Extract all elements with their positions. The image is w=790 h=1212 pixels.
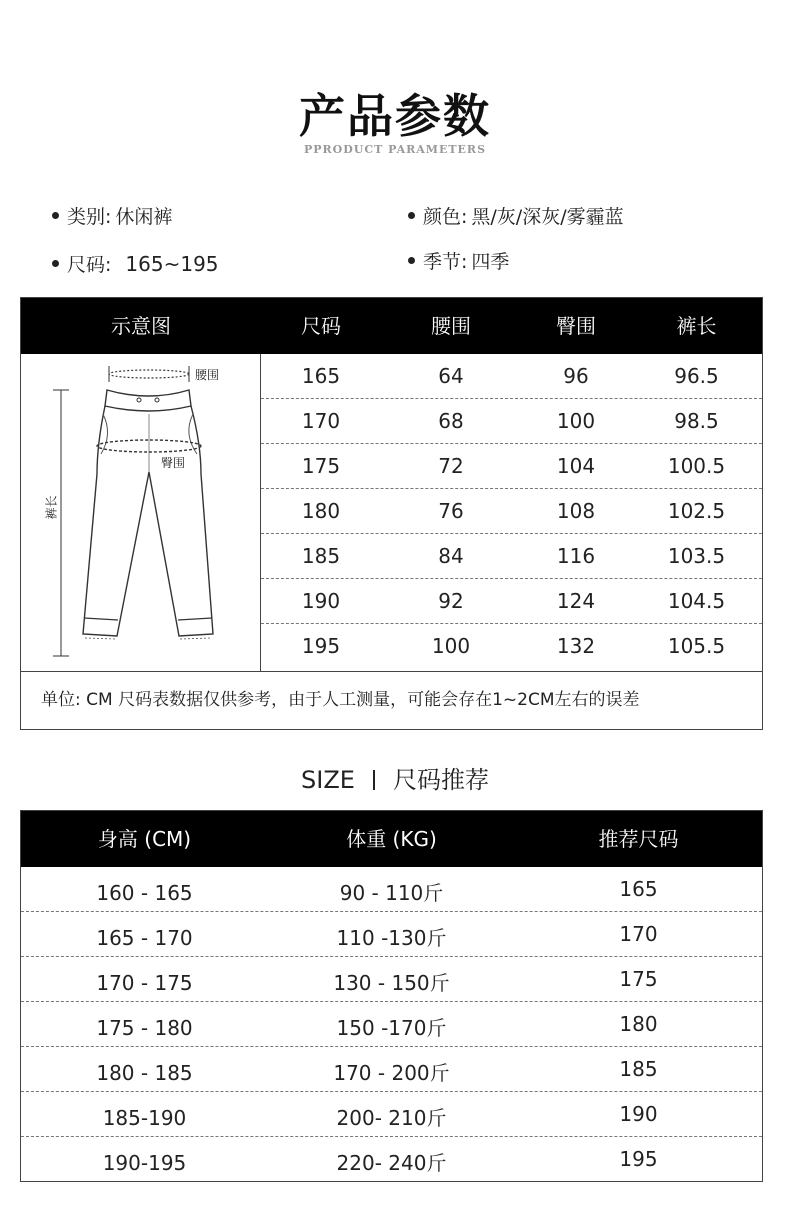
attr-size <box>52 250 219 277</box>
cell-weight: 200- 210斤 <box>336 1106 447 1130</box>
cell-length: 96.5 <box>674 364 719 388</box>
cell-recommended-size: 165 <box>619 877 658 901</box>
table-row <box>21 867 762 912</box>
recommend-title <box>0 760 790 795</box>
cell-waist: 72 <box>438 454 464 478</box>
bullet-icon <box>408 212 415 219</box>
cell-height: 160 - 165 <box>96 881 193 905</box>
cell-hip: 116 <box>556 544 596 568</box>
cell-height: 170 - 175 <box>96 971 193 995</box>
attr-category-value: 休闲裤 <box>115 206 173 228</box>
cell-hip: 132 <box>556 634 596 658</box>
col-waist: 腰围 <box>431 314 471 338</box>
cell-length: 100.5 <box>667 454 726 478</box>
recommend-table <box>20 810 763 1182</box>
cell-weight: 220- 240斤 <box>336 1151 447 1175</box>
col-weight: 体重 (KG) <box>346 827 437 851</box>
cell-hip: 96 <box>563 364 589 388</box>
cell-size: 170 <box>301 409 341 433</box>
page-title: 产品参数 <box>299 89 491 143</box>
table-row <box>21 957 762 1002</box>
bullet-icon <box>408 257 415 264</box>
attr-size-value: 165~195 <box>125 251 219 276</box>
attr-season <box>408 247 509 274</box>
cell-length: 105.5 <box>667 634 726 658</box>
table-row <box>21 1047 762 1092</box>
table-row <box>261 354 762 399</box>
cell-weight: 110 -130斤 <box>336 926 447 950</box>
attr-season-value: 四季 <box>471 251 510 273</box>
cell-length: 102.5 <box>667 499 726 523</box>
cell-size: 180 <box>301 499 341 523</box>
cell-length: 103.5 <box>667 544 726 568</box>
attr-category <box>52 202 172 229</box>
size-table-note: 单位: CM 尺码表数据仅供参考，由于人工测量，可能会存在1~2CM左右的误差 <box>21 671 762 729</box>
col-size: 尺码 <box>301 314 341 338</box>
cell-waist: 76 <box>438 499 464 523</box>
cell-size: 175 <box>301 454 341 478</box>
attr-color-value: 黑/灰/深灰/雾霾蓝 <box>471 206 624 228</box>
col-height: 身高 (CM) <box>97 827 192 851</box>
cell-height: 180 - 185 <box>96 1061 193 1085</box>
cell-recommended-size: 170 <box>619 922 658 946</box>
page-subtitle: PPRODUCT PARAMETERS <box>303 143 487 156</box>
recommend-title-cn: 尺码推荐 <box>392 766 489 794</box>
cell-length: 98.5 <box>674 409 719 433</box>
cell-waist: 100 <box>431 634 471 658</box>
diagram-label-hip: 臀围 <box>161 456 186 470</box>
cell-waist: 84 <box>438 544 464 568</box>
table-row <box>261 579 762 624</box>
size-table-body <box>261 354 762 671</box>
col-length: 裤长 <box>676 314 717 338</box>
col-diagram: 示意图 <box>111 314 171 338</box>
table-row <box>21 1137 762 1182</box>
size-table-header <box>21 298 762 354</box>
bullet-icon <box>52 260 59 267</box>
cell-size: 195 <box>301 634 341 658</box>
cell-waist: 64 <box>438 364 464 388</box>
divider <box>373 770 375 790</box>
attr-size-label: 尺码: <box>67 254 112 276</box>
size-table <box>20 297 763 730</box>
cell-recommended-size: 175 <box>619 967 658 991</box>
cell-height: 165 - 170 <box>96 926 193 950</box>
cell-length: 104.5 <box>667 589 726 613</box>
table-row <box>261 489 762 534</box>
cell-hip: 124 <box>556 589 596 613</box>
attr-color <box>408 202 624 229</box>
diagram-label-waist: 腰围 <box>195 368 220 382</box>
cell-weight: 170 - 200斤 <box>333 1061 450 1085</box>
cell-recommended-size: 190 <box>619 1102 658 1126</box>
recommend-title-en: SIZE <box>301 766 355 794</box>
cell-height: 190-195 <box>102 1151 187 1175</box>
table-row <box>261 624 762 669</box>
cell-weight: 130 - 150斤 <box>333 971 450 995</box>
cell-weight: 150 -170斤 <box>336 1016 447 1040</box>
table-row <box>21 912 762 957</box>
cell-size: 190 <box>301 589 341 613</box>
cell-height: 185-190 <box>102 1106 187 1130</box>
recommend-table-header <box>21 811 762 867</box>
cell-hip: 108 <box>556 499 596 523</box>
diagram-label-length: 裤长 <box>44 495 59 520</box>
cell-size: 185 <box>301 544 341 568</box>
table-row <box>261 399 762 444</box>
attr-season-label: 季节: <box>423 251 468 273</box>
pants-diagram <box>21 354 261 671</box>
cell-recommended-size: 195 <box>619 1147 658 1171</box>
col-recommended-size: 推荐尺码 <box>598 827 679 851</box>
table-row <box>21 1002 762 1047</box>
cell-hip: 100 <box>556 409 596 433</box>
cell-recommended-size: 185 <box>619 1057 658 1081</box>
bullet-icon <box>52 212 59 219</box>
cell-size: 165 <box>301 364 341 388</box>
cell-height: 175 - 180 <box>96 1016 193 1040</box>
table-row <box>21 1092 762 1137</box>
cell-weight: 90 - 110斤 <box>339 881 444 905</box>
attr-category-label: 类别: <box>67 206 112 228</box>
cell-waist: 68 <box>438 409 464 433</box>
cell-waist: 92 <box>438 589 464 613</box>
table-row <box>261 444 762 489</box>
table-row <box>261 534 762 579</box>
attr-color-label: 颜色: <box>423 206 468 228</box>
cell-hip: 104 <box>556 454 596 478</box>
col-hip: 臀围 <box>556 314 596 338</box>
cell-recommended-size: 180 <box>619 1012 658 1036</box>
